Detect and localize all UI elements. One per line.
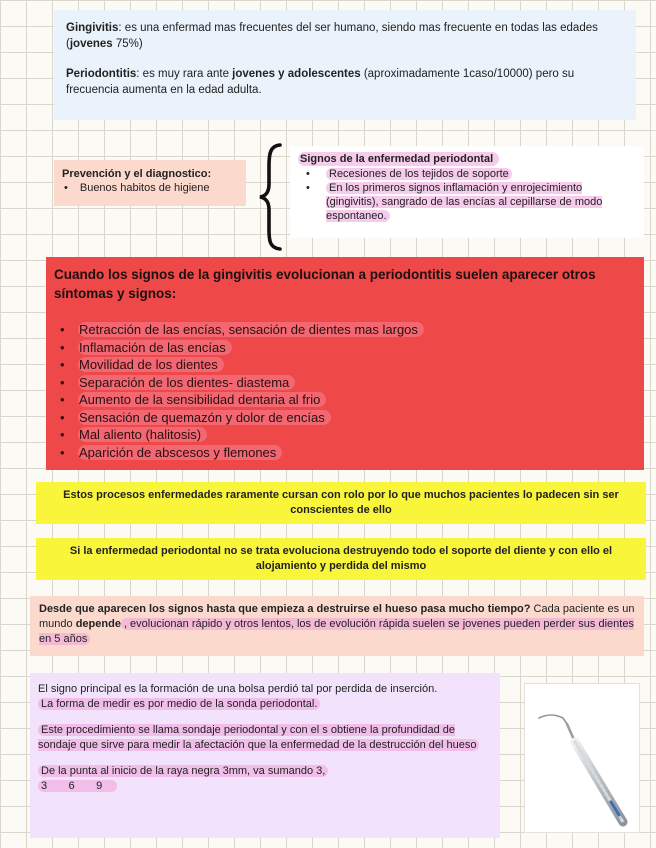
sondaje-numbers (38, 780, 117, 792)
list-item (54, 339, 636, 357)
list-item (54, 374, 636, 392)
definitions-card (54, 10, 636, 120)
periodontitis-text-end: (aproximadamente 1caso/10000) pero su frecuencia aumenta en la edad adulta. (66, 68, 575, 96)
evolucion-item-text: Inflamación de las encías (78, 340, 232, 355)
evolucion-list (54, 321, 636, 461)
gingivitis-text-end: 75%) (112, 38, 143, 50)
gingivitis-jovenes: jovenes (69, 38, 113, 50)
nota-2-text: Si la enfermedad periodontal no se trata evoluciona destruyendo todo el soporte del diente y con ello el alojamiento y perdida del mismo (69, 545, 613, 572)
tiempo-text: Cada paciente es un mundo (39, 603, 635, 630)
signos-item-text: En los primeros signos inflamación y enrojecimiento (gingivitis), sangrado de las encías al cepillarse de modo espontaneo. (326, 182, 603, 222)
list-item (54, 409, 636, 427)
nota-conscientes (36, 482, 646, 524)
gingivitis-text: : es una enfermad mas frecuentes del ser humano, siendo mas frecuente en todas las edades ( (66, 22, 598, 50)
list-item (298, 181, 636, 223)
sondaje-paragraph-1 (38, 682, 492, 711)
signos-periodontal-card (290, 146, 644, 238)
sondaje-card (30, 673, 500, 838)
tiempo-depende: depende (75, 618, 121, 630)
list-item (54, 321, 636, 339)
periodontitis-bold: jovenes y adolescentes (232, 68, 361, 80)
evolucion-item-text: Sensación de quemazón y dolor de encías (78, 410, 331, 425)
list-item (54, 444, 636, 462)
signos-title: Signos de la enfermedad periodontal (298, 152, 499, 166)
evolucion-item-text: Aparición de abscesos y flemones (78, 445, 282, 460)
gingivitis-definition (66, 20, 624, 52)
sondaje-num: 6 (68, 779, 75, 792)
signos-item-text: Recesiones de los tejidos de soporte (326, 168, 512, 180)
sondaje-paragraph-2 (38, 723, 492, 752)
sondaje-num: 3 (41, 779, 48, 792)
tiempo-card (30, 596, 644, 656)
sondaje-text-highlight: De la punta al inicio de la raya negra 3mm, va sumando 3, (38, 765, 328, 777)
list-item (54, 356, 636, 374)
periodontitis-term: Periodontitis (66, 68, 137, 80)
curly-brace-icon (256, 142, 290, 252)
signos-list (298, 167, 636, 223)
list-item (54, 391, 636, 409)
periodontitis-text: : es muy rara ante (136, 68, 233, 80)
prevencion-list (62, 181, 238, 195)
periodontitis-definition (66, 66, 624, 98)
gingivitis-term: Gingivitis (66, 22, 119, 34)
list-item (54, 426, 636, 444)
sondaje-num: 9 (96, 779, 103, 792)
sondaje-paragraph-3 (38, 764, 492, 793)
sondaje-text-highlight: La forma de medir es por medio de la sonda periodontal. (38, 698, 320, 710)
evolucion-item-text: Movilidad de los dientes (78, 357, 224, 372)
tiempo-question: Desde que aparecen los signos hasta que empieza a destruirse el hueso pasa mucho tiempo? (39, 603, 531, 615)
sondaje-text-highlight: Este procedimiento se llama sondaje periodontal y con el s obtiene la profundidad de sondaje que sirve para medir la afectación que la enfermedad de la destrucción del hueso (38, 724, 479, 751)
sondaje-text: El signo principal es la formación de una bolsa perdió tal por perdida de inserción. (38, 683, 438, 695)
evolucion-title: Cuando los signos de la gingivitis evolucionan a periodontitis suelen aparecer otros síntomas y signos: (54, 267, 596, 301)
prevencion-title: Prevención y el diagnostico: (62, 168, 212, 180)
tiempo-text-end: , evolucionan rápido y otros lentos, los de evolución rápida suelen se jovenes pueden perder sus dientes en 5 años (39, 618, 634, 645)
list-item (298, 167, 636, 181)
periodontal-probe-icon (525, 684, 641, 834)
evolucion-item-text: Retracción de las encías, sensación de dientes mas largos (78, 322, 424, 337)
nota-1-text: Estos procesos enfermedades raramente cursan con rolo por lo que muchos pacientes lo padecen sin ser conscientes de ello (63, 489, 619, 516)
prevencion-card (54, 160, 246, 206)
list-item: • Buenos habitos de higiene (62, 181, 238, 195)
evolucion-item-text: Separación de los dientes- diastema (78, 375, 295, 390)
evolucion-item-text: Mal aliento (halitosis) (78, 427, 207, 442)
periodontal-probe-image (524, 683, 640, 833)
nota-evolucion (36, 538, 646, 580)
evolucion-card (46, 257, 644, 470)
evolucion-item-text: Aumento de la sensibilidad dentaria al frio (78, 392, 326, 407)
